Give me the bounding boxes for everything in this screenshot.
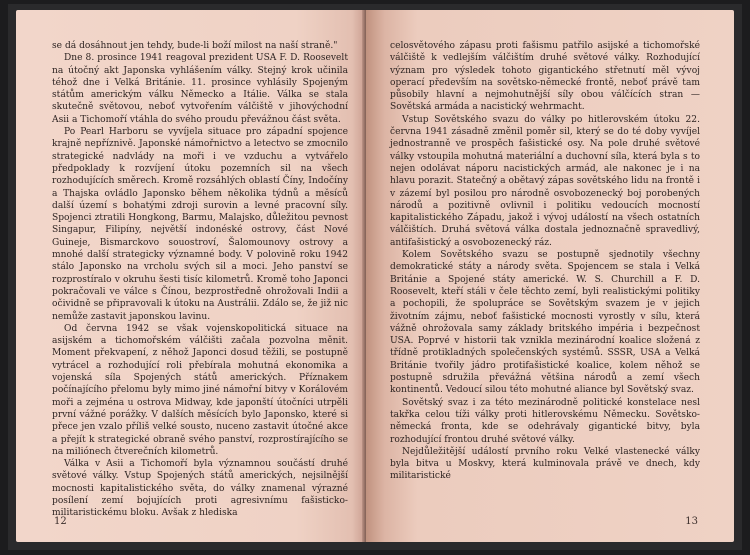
- paragraph: Od června 1942 se však vojenskopolitická situace na asijském a tichomořském válčišti začala pozvolna měnit. Moment překvapení, z něhož Japonci dosud těžili, se postupně vytrácel a rozhodující roli přebírala mohutná ekonomika a vojenská síla Spojených států amerických. Příznakem počínajícího přelomu byly mimo jiné námořní bitvy v Korálovém moři a zejména u ostrova Midway, kde japonští útočníci utrpěli první vážné porážky. V dalších měsících bylo Japonsko, které si přece jen vzalo příliš velké sousto, nuceno zastavit útočné akce a přejít k strategické obraně svého panství, rozprostírajícího se na miliónech čtverečních kilometrů.: [52, 323, 348, 457]
- paragraph: Sovětský svaz i za této mezinárodně politické konstelace nesl takřka celou tíži války proti hitlerovskému Německu. Sovětsko-německá fronta, kde se odehrávaly gigantické bitvy, byla rozhodující frontou druhé světové války.: [390, 397, 700, 445]
- right-page: [366, 10, 734, 542]
- paragraph: Válka v Asii a Tichomoří byla významnou součástí druhé světové války. Vstup Spojených států amerických, nejsilnější mocnosti kapitalistického světa, do války znamenal výrazné posílení zemí bojujících proti agresivnímu fašisticko-militaristickému bloku. Avšak z hlediska: [52, 459, 348, 519]
- paragraph: se dá dosáhnout jen tehdy, bude-li boží milost na naší straně.": [52, 41, 338, 51]
- paragraph: celosvětového zápasu proti fašismu patřilo asijské a tichomořské válčiště k vedlejším válčištím druhé světové války. Rozhodující význam pro výsledek tohoto gigantického střetnutí měl vývoj operací především na sovětsko-německé frontě, neboť právě tam působily hlavní a nejmohutnější síly obou válčících stran — Sovětská armáda a nacistický wehrmacht.: [390, 41, 700, 113]
- page-number: 12: [54, 515, 67, 527]
- open-book: [8, 4, 742, 550]
- page-number: 13: [685, 515, 698, 527]
- paragraph: Dne 8. prosince 1941 reagoval prezident USA F. D. Roosevelt na útočný akt Japonska vyhlášením války. Stejný krok učinila téhož dne i Velká Británie. 11. prosince vyhlásily Spojeným státům americkým válku Německo a Itálie. Válka se stala skutečně světovou, neboť vytvořením válčiště v jihovýchodní Asii a Tichomoří vtáhla do svého proudu převážnou část světa.: [52, 53, 348, 125]
- paragraph: Po Pearl Harboru se vyvíjela situace pro západní spojence krajně nepříznivě. Japonské námořnictvo a letectvo se zmocnilo strategické nadvlády na moři i ve vzduchu a vytvářelo předpoklady k rozvíjení útoku pozemních sil na všech rozhodujících směrech. Kromě rozsáhlých oblastí Číny, Indočíny a Thajska ovládlo Japonsko během několika týdnů a měsíců další území s bohatými zdroji surovin a levné pracovní síly. Spojenci ztratili Hongkong, Barmu, Malajsko, důležitou pevnost Singapur, Filipíny, největší indonéské ostrovy, část Nové Guineje, Bismarckovo souostroví, Šalomounovy ostrovy a mnohé další strategicky významné body. V polovině roku 1942 stálo Japonsko na vrcholu svých sil a moci. Jeho panství se rozprostíralo v okruhu šesti tisíc kilometrů. Kromě toho Japonci pokračovali ve válce s Čínou, bezprostředně ohrožovali Indii a očividně se připravovali k útoku na Austrálii. Zdálo se, že již nic nemůže zastavit japonskou lavinu.: [52, 127, 348, 322]
- paragraph: Vstup Sovětského svazu do války po hitlerovském útoku 22. června 1941 zásadně změnil poměr sil, který se do té doby vyvíjel jednostranně ve prospěch fašistické osy. Na pole druhé světové války vstoupila mohutná materiální a duchovní síla, která byla s to nejen odolávat náporu nacistických armád, ale nakonec je i na hlavu porazit. Statečný a obětavý zápas sovětského lidu na frontě i v zázemí byl posilou pro národně osvobozenecký boj porobených národů a pozitivně ovlivnil i politiku vedoucích mocností kapitalistického Západu, jakož i vývoj událostí na všech ostatních válčištích. Druhá světová válka dostala jednoznačně spravedlivý, antifašistický a osvobozenecký ráz.: [390, 114, 700, 248]
- left-page: [16, 10, 366, 542]
- paragraph: Nejdůležitější událostí prvního roku Velké vlastenecké války byla bitva u Moskvy, která kulminovala právě ve dnech, kdy militaristické: [390, 446, 700, 482]
- paragraph: Kolem Sovětského svazu se postupně sjednotily všechny demokratické státy a národy světa. Spojencem se stala i Velká Británie a Spojené státy americké. W. S. Churchill a F. D. Roosevelt, kteří stáli v čele těchto zemí, byli realistickými politiky a pochopili, že spolupráce se Sovětským svazem je v jejich životním zájmu, neboť fašistické mocnosti vyrostly v sílu, která vážně ohrožovala samy základy britského impéria i bezpečnost USA. Poprvé v historii tak vznikla mezinárodní koalice složená z třídně protikladných společenských systémů. SSSR, USA a Velká Británie tvořily jádro protifašistické koalice, kolem něhož se postupně sdružila převážná většina národů a zemí všech kontinentů. Vedoucí silou této mohutné aliance byl Sovětský svaz.: [390, 250, 700, 396]
